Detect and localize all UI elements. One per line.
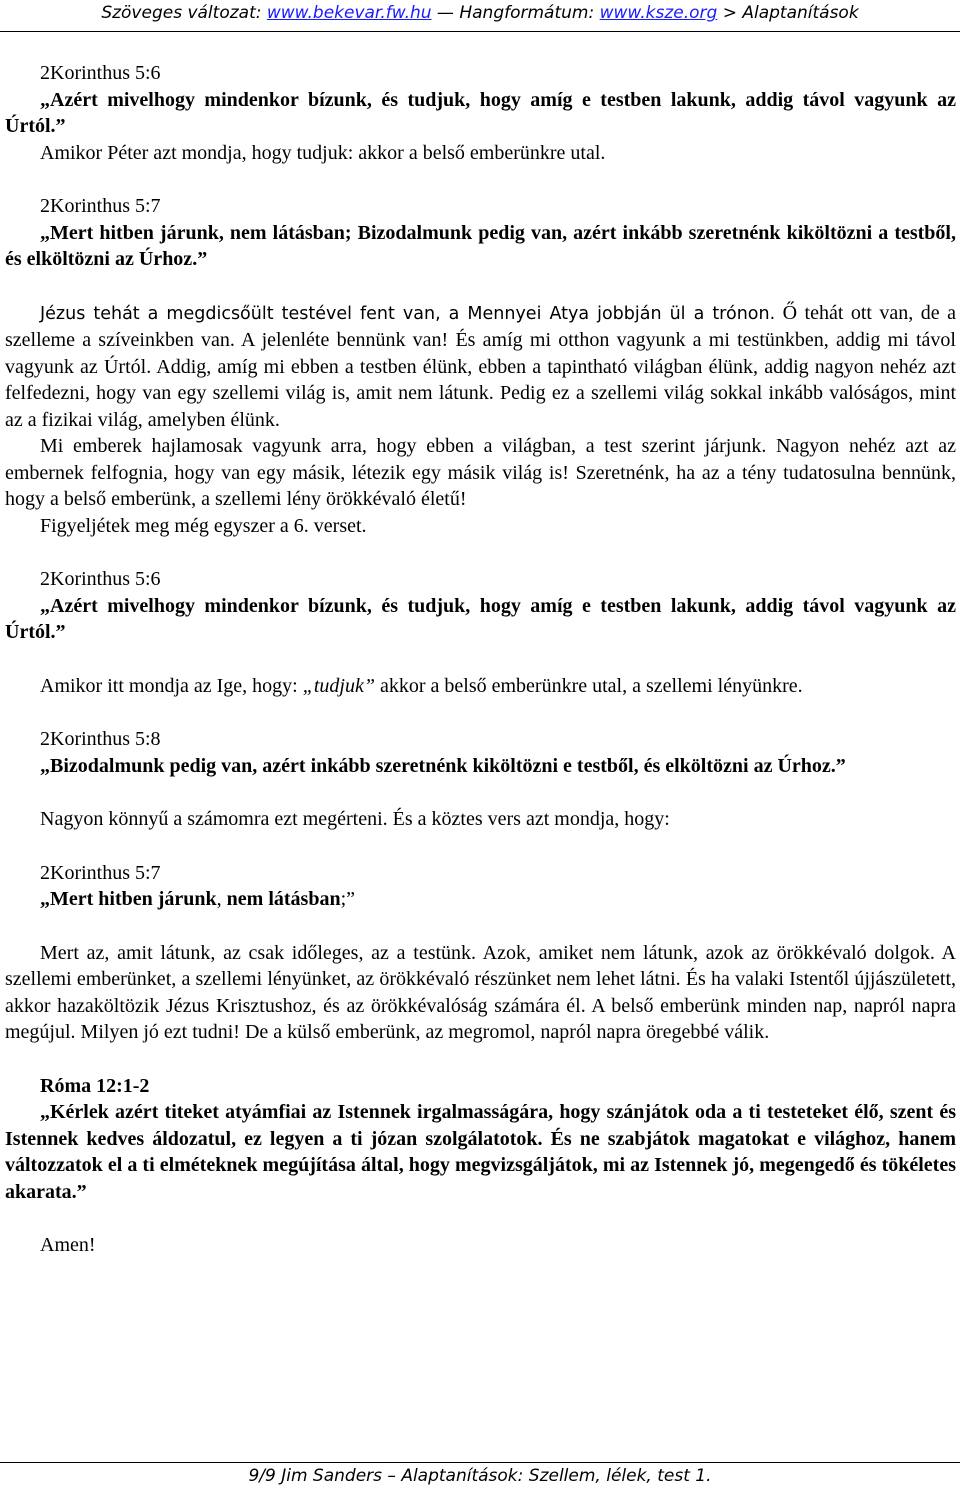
- paragraph-part: Amikor itt mondja az Ige, hogy:: [40, 674, 303, 697]
- scripture-quote: „Azért mivelhogy mindenkor bízunk, és tudjuk, hogy amíg e testben lakunk, addig távol vagyunk az Úrtól.”: [5, 594, 956, 643]
- bekevar-link[interactable]: www.bekevar.fw.hu: [266, 3, 432, 23]
- scripture-quote: „Mert hitben járunk, nem látásban; Bizodalmunk pedig van, azért inkább szeretnénk kiköltözni a testből, és elköltözni az Úrhoz.”: [5, 221, 956, 270]
- paragraph-sans-part: Jézus tehát a megdicsőült testével fent van, a Mennyei Atya jobbján ül a trónon.: [40, 303, 776, 324]
- quote-part: ,: [216, 888, 227, 910]
- paragraph: Nagyon könnyű a számomra ezt megérteni. És a köztes vers azt mondja, hogy:: [40, 808, 670, 830]
- paragraph-part: akkor a belső emberünkre utal, a szellemi lényünkre.: [374, 674, 803, 697]
- scripture-quote: „Bizodalmunk pedig van, azért inkább szeretnénk kiköltözni e testből, és elköltözni az Úrhoz.”: [40, 754, 846, 777]
- scripture-reference: 2Korinthus 5:8: [40, 728, 161, 750]
- scripture-reference: 2Korinthus 5:6: [40, 62, 161, 84]
- scripture-reference: 2Korinthus 5:7: [40, 861, 161, 884]
- quote-part: ;”: [340, 888, 356, 910]
- paragraph: Amikor Péter azt mondja, hogy tudjuk: akkor a belső emberünkre utal.: [40, 141, 606, 164]
- italic-quote: „tudjuk”: [302, 674, 375, 697]
- paragraph-part: Ő tehát ott van, de a szelleme a szíveinkben van. A jelenléte bennünk van! És amíg mi otthon vagyunk a mi testünkben, addig mi távol vagyunk az Úrtól. Addig, amíg mi ebben a testben élünk, ebben a tapintható világban élünk, addig nagyon nehéz azt felfedezni, hogy van egy szellemi világ is, amit nem látunk. Pedig ez a szellemi világ sokkal inkább valóságos, mint az a fizikai világ, amelyben élünk.: [5, 301, 956, 431]
- closing-amen: Amen!: [40, 1234, 96, 1256]
- paragraph: [5, 673, 956, 700]
- paragraph: Mi emberek hajlamosak vagyunk arra, hogy ebben a világban, a test szerint járjunk. Nagyon nehéz azt az embernek felfognia, hogy van egy másik, létezik egy másik világ is! Szeretnénk, ha az a tény tudatosulna bennünk, hogy a belső emberünk, a szellemi lény örökkévaló életű!: [5, 435, 956, 510]
- scripture-reference: 2Korinthus 5:7: [40, 195, 161, 217]
- quote-bold-part: nem látásban: [226, 888, 341, 910]
- document-body: [5, 60, 956, 1259]
- scripture-reference: Róma 12:1-2: [40, 1074, 150, 1097]
- scripture-quote: „Kérlek azért titeket atyámfiai az Istennek irgalmasságára, hogy szánjátok oda a ti testeteket élő, szent és Istennek kedves áldozatul, ez legyen a ti józan szolgálatotok. És ne szabjátok magatokat e világhoz, hanem változzatok el a ti elméteknek megújítása által, hogy megvizsgáljátok, mi az Istennek jó, megengedő és tökéletes akarata.”: [5, 1101, 956, 1203]
- scripture-reference: 2Korinthus 5:6: [40, 568, 161, 590]
- paragraph: Figyeljétek meg még egyszer a 6. verset.: [40, 514, 367, 537]
- scripture-quote: „Azért mivelhogy mindenkor bízunk, és tudjuk, hogy amíg e testben lakunk, addig távol vagyunk az Úrtól.”: [5, 88, 956, 137]
- page-header: [0, 0, 960, 32]
- paragraph: Mert az, amit látunk, az csak időleges, az a testünk. Azok, amiket nem látunk, azok az örökkévaló dolgok. A szellemi emberünket, a szellemi lényünket, az örökkévaló részünket nem lehet látni. És ha valaki Istentől újjászületett, akkor hazaköltözik Jézus Krisztushoz, és az örökkévalóság számára él. A belső emberünk minden nap, napról napra megújul. Milyen jó ezt tudni! De a külső emberünk, az megromol, napról napra öregebbé válik.: [5, 941, 956, 1043]
- ksze-link[interactable]: www.ksze.org: [599, 3, 718, 23]
- header-suffix: > Alaptanítások: [717, 3, 859, 23]
- quote-bold-part: „Mert hitben járunk: [40, 888, 217, 910]
- scripture-quote: [5, 886, 956, 913]
- page-footer: 9/9 Jim Sanders – Alaptanítások: Szellem, lélek, test 1.: [248, 1466, 712, 1486]
- footer-divider: [0, 1462, 960, 1463]
- header-prefix: Szöveges változat:: [101, 3, 267, 23]
- paragraph: [5, 300, 956, 434]
- header-divider: [0, 31, 960, 32]
- header-mid: — Hangformátum:: [431, 3, 600, 23]
